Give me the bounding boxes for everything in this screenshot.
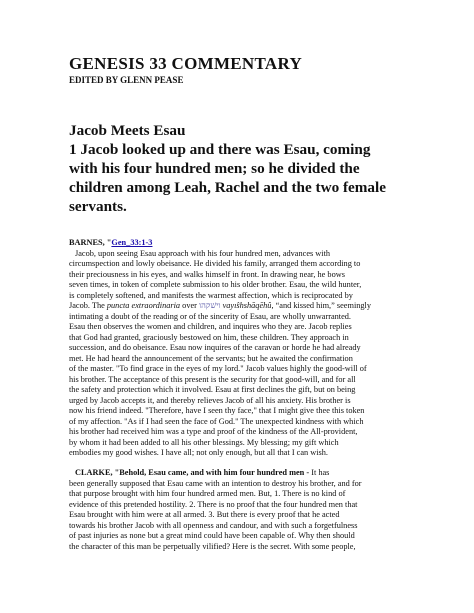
commentary-line: met. He had heard the announcement of the servants; but he awaited the confirmation — [69, 353, 353, 363]
clarke-heading — [69, 468, 431, 479]
commentary-line: intimating a doubt of the reading or of the sincerity of Esau, are wholly unwarranted. — [69, 311, 352, 321]
document-title: GENESIS 33 COMMENTARY — [69, 54, 303, 73]
commentary-line: towards his brother Jacob with all openness and candour, and with such a forgetfulness — [69, 520, 358, 530]
commentary-line: of past injuries as none but a great mind could have been capable of. Why then should — [69, 531, 355, 540]
verse-line: 1 Jacob looked up and there was Esau, coming — [69, 141, 371, 158]
commentary-line — [69, 301, 431, 312]
clarke-lead: CLARKE, "Behold, Esau came, and with him four hundred men - — [75, 468, 312, 477]
hebrew-word: וישׁקהו — [199, 301, 221, 310]
scripture-reference-link[interactable]: Gen_33:1-3 — [111, 238, 153, 247]
section-title: Jacob Meets Esau — [69, 122, 186, 139]
commentary-line: that God had granted, graciously bestowed on him, these children. They approach in — [69, 332, 349, 342]
commentary-line: urged by Jacob accepts it, and thereby relieves Jacob of all his anxiety. His brother is — [69, 395, 351, 405]
verse-line: with his four hundred men; so he divided the — [69, 160, 360, 177]
commentary-line: succession, and do obeisance. Esau now inquires of the caravan or horde he had already — [69, 343, 361, 352]
verse-line: servants. — [69, 198, 127, 215]
commentary-line: Jacob, upon seeing Esau approach with his four hundred men, advances with — [75, 248, 331, 258]
commentary-line: Esau brought with him were at all armed. 3. But there is every proof that he acted — [69, 510, 340, 519]
commentary-line: evidence of this pretended hostility. 2. There is no proof that the four hundred men that — [69, 499, 358, 509]
commentary-line: his brother. The acceptance of this present is the security for that good-will, and for all — [69, 374, 356, 384]
transliteration: vayı̂shshāqēhû — [220, 301, 272, 310]
commentary-line: their preciousness in his eyes, and walks himself in front. In drawing near, he bows — [69, 269, 345, 279]
commentary-line: by whom it had been added to all his other blessings. My blessing; my gift which — [69, 437, 339, 447]
commentary-line: of the master. "To find grace in the eyes of my lord." Jacob values highly the good-will of — [69, 364, 367, 373]
commentary-line: now his friend indeed. "Therefore, have I seen thy face," that I might give thee this token — [69, 406, 365, 415]
commentary-line: the safety and protection which it involved. Esau at first declines the gift, but on being — [69, 385, 356, 394]
verse-line: children among Leah, Rachel and the two female — [69, 179, 386, 196]
commentary-line: seven times, in token of complete submission to his older brother. Esau, the wild hunter, — [69, 280, 362, 289]
text-segment: Jacob. The — [69, 301, 107, 310]
commentary-line: been generally supposed that Esau came with an intention to destroy his brother, and for — [69, 478, 362, 488]
commentary-line: It has — [311, 468, 330, 477]
section-heading — [69, 121, 429, 216]
commentary-line: Esau then observes the women and children, and inquires who they are. Jacob replies — [69, 322, 352, 331]
commentary-line: his brother had received him was a type and proof of the kindness of the All-provident, — [69, 427, 358, 436]
barnes-heading — [69, 238, 431, 249]
commentary-line: is completely softened, and manifests the warmest affection, which is reciprocated by — [69, 290, 353, 300]
commentary-line: the character of this man be perpetually vilified? Here is the secret. With some people, — [69, 541, 356, 551]
commentary-line: embodies my good wishes. I have all; not only enough, but all that I can wish. — [69, 448, 329, 457]
commentary-line: that purpose brought with him four hundred armed men. But, 1. There is no kind of — [69, 489, 346, 498]
italic-term: puncta extraordinaria — [106, 301, 181, 310]
document-editor: EDITED BY GLENN PEASE — [69, 75, 184, 85]
commentary-line: circumspection and lowly obeisance. He divided his family, arranged them according to — [69, 259, 361, 268]
text-segment: , “and kissed him,” seemingly — [271, 301, 371, 310]
commentary-line: of my affection. "As if I had seen the face of God." The unexpected kindness with which — [69, 416, 364, 426]
barnes-lead: BARNES, " — [69, 238, 112, 247]
clarke-commentary — [69, 468, 431, 552]
barnes-commentary — [69, 238, 431, 459]
text-segment: over — [180, 301, 199, 310]
